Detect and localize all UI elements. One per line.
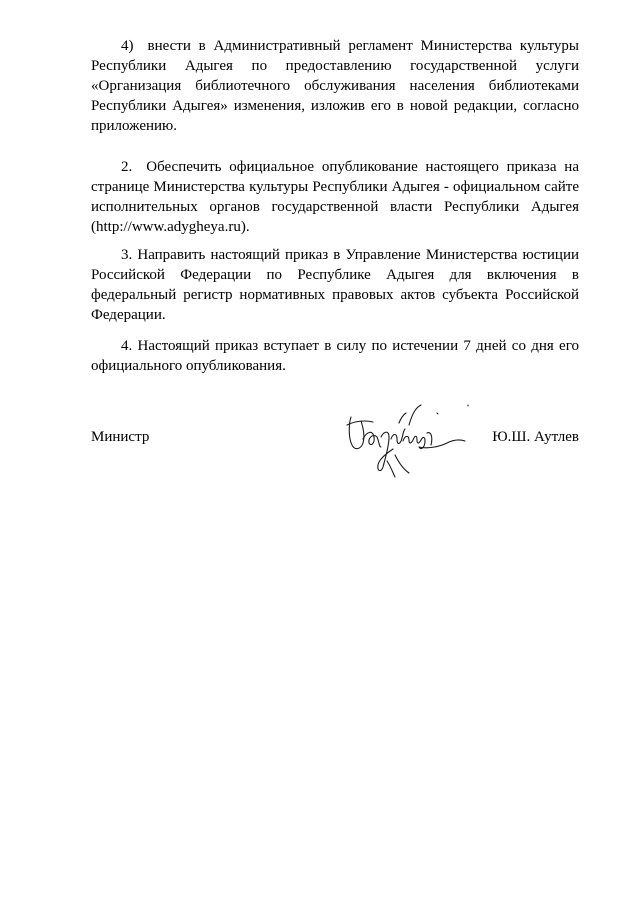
item-number: 4.: [121, 338, 133, 354]
item-text: Направить настоящий приказ в Управление Министерства юстиции Российской Федерации по Республике Адыгея для включения в федеральный регистр нормативных правовых актов субъекта Российской Федерации.: [91, 247, 579, 323]
paragraph-item-3: [91, 245, 579, 325]
paragraph-item-4-paren: [91, 36, 579, 136]
item-number: 3.: [121, 247, 133, 263]
signatory-position: Министр: [91, 429, 150, 445]
item-number: 4): [121, 38, 134, 54]
handwritten-signature-icon: [343, 403, 473, 481]
signatory-name: Ю.Ш. Аутлев: [492, 429, 579, 445]
paragraph-item-2: [91, 157, 579, 237]
item-number: 2.: [121, 159, 133, 175]
item-text: внести в Административный регламент Министерства культуры Республики Адыгея по предоставлению государственной услуги «Организация библиотечного обслуживания населения библиотеками Республики Адыгея» изменения, изложив его в новой редакции, согласно приложению.: [91, 38, 579, 134]
item-text: Настоящий приказ вступает в силу по истечении 7 дней со дня его официального опубликования.: [91, 338, 579, 374]
paragraph-item-4: [91, 336, 579, 376]
item-text: Обеспечить официальное опубликование настоящего приказа на странице Министерства культуры Республики Адыгея - официальном сайте исполнительных органов государственной власти Республики Адыгея (http://www.adygheya.ru).: [91, 159, 579, 235]
signature-block: [91, 427, 579, 497]
